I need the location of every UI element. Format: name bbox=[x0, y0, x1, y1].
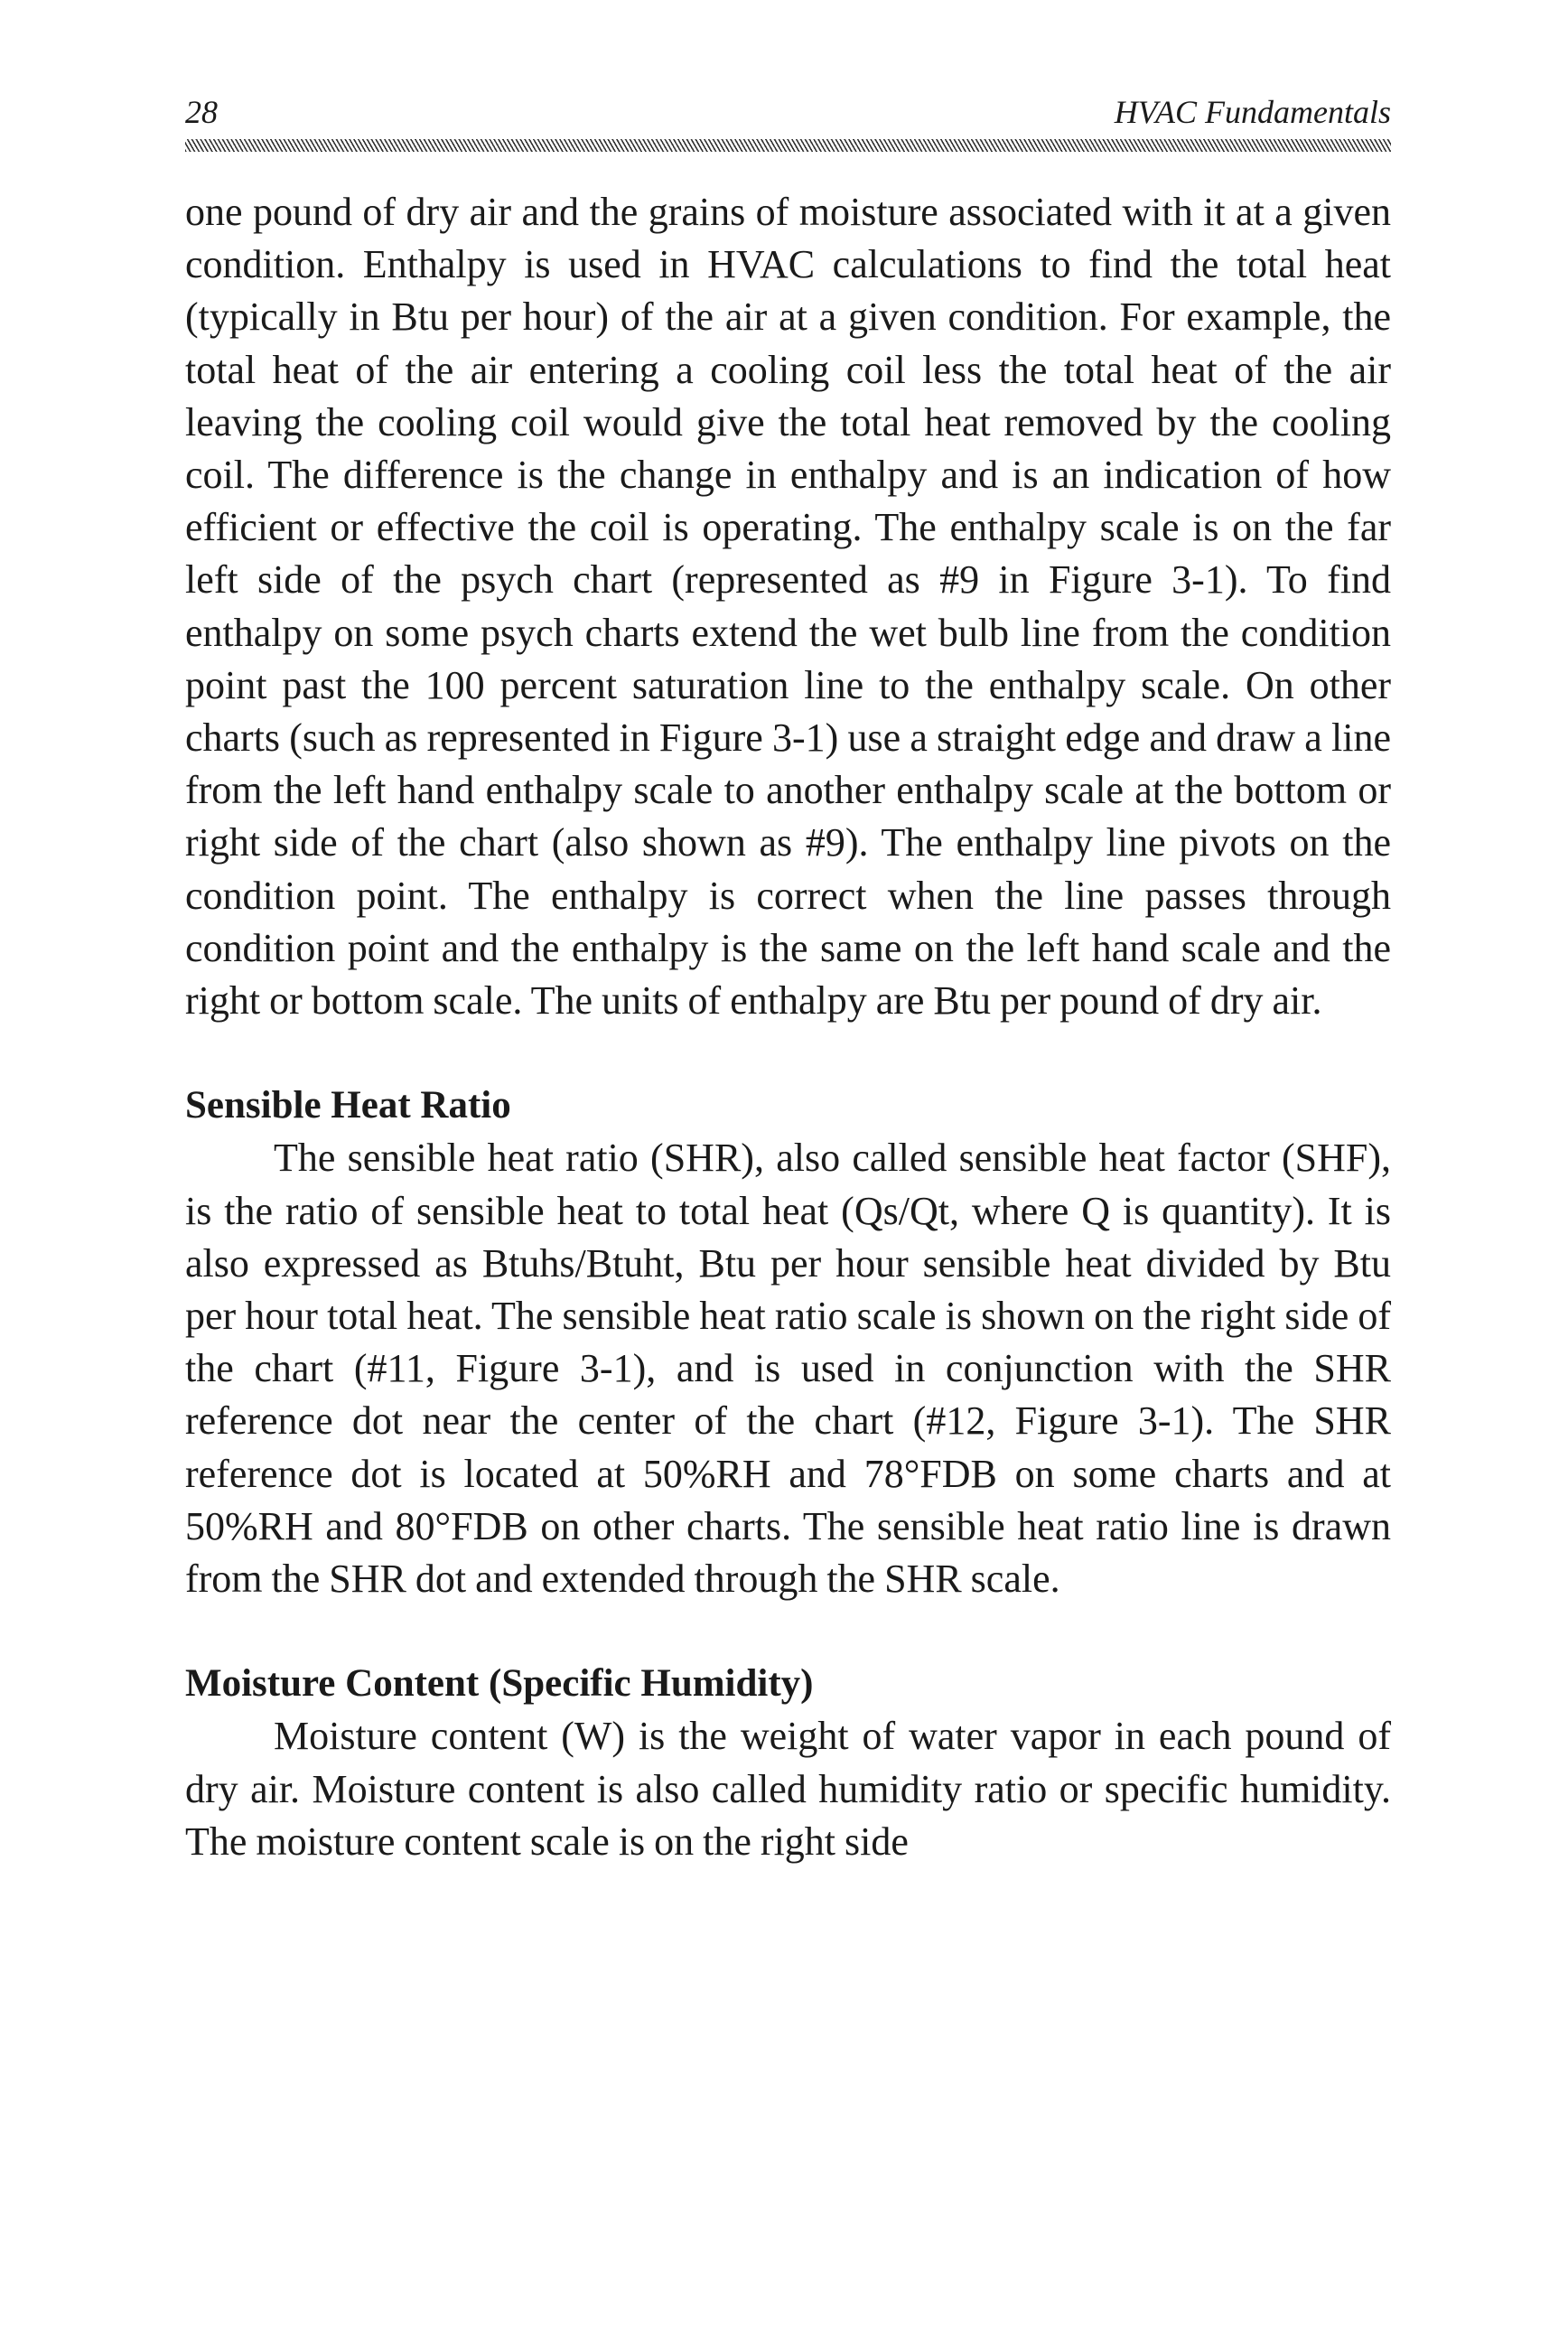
sensible-heat-ratio-paragraph: The sensible heat ratio (SHR), also called sensible heat factor (SHF), is the ratio of sensible heat to total heat (Qs/Qt, where Q is quantity). It is also expressed as Btuhs/Btuht, Btu per hour sensible heat divided by Btu per hour total heat. The sensible heat ratio scale is shown on the right side of the chart (#11, Figure 3-1), and is used in conjunction with the SHR reference dot near the center of the chart (#12, Figure 3-1). The SHR reference dot is located at 50%RH and 78°FDB on some charts and at 50%RH and 80°FDB on other charts. The sensible heat ratio line is drawn from the SHR dot and extended through the SHR scale. bbox=[185, 1136, 1391, 1602]
book-title: HVAC Fundamentals bbox=[1114, 94, 1391, 130]
enthalpy-paragraph: one pound of dry air and the grains of moisture associated with it at a given condition. Enthalpy is used in HVAC calculations to find the total heat (typically in Btu per hour) of the air at a given condition. For example, the total heat of the air entering a cooling coil less the total heat of the air leaving the cooling coil would give the total heat removed by the cooling coil. The difference is the change in enthalpy and is an indication of how efficient or effective the coil is operating. The enthalpy scale is on the far left side of the psych chart (represented as #9 in Figure 3-1). To find enthalpy on some psych charts extend the wet bulb line from the condition point past the 100 percent saturation line to the enthalpy scale. On other charts (such as represented in Figure 3-1) use a straight edge and draw a line from the left hand enthalpy scale to another enthalpy scale at the bottom or right side of the chart (also shown as #9). The enthalpy line pivots on the condition point. The enthalpy is correct when the line passes through condition point and the enthalpy is the same on the left hand scale and the right or bottom scale. The units of enthalpy are Btu per pound of dry air. bbox=[185, 190, 1391, 1024]
running-head bbox=[185, 90, 1391, 134]
book-page bbox=[185, 90, 1391, 1868]
section-heading-sensible-heat-ratio: Sensible Heat Ratio bbox=[185, 1084, 511, 1127]
page-number: 28 bbox=[185, 94, 218, 130]
page-content bbox=[185, 186, 1391, 1868]
section-heading-moisture-content: Moisture Content (Specific Humidity) bbox=[185, 1662, 814, 1706]
moisture-content-paragraph: Moisture content (W) is the weight of water vapor in each pound of dry air. Moisture content is also called humidity ratio or specific humidity. The moisture content scale is on the right side bbox=[185, 1714, 1391, 1864]
header-rule bbox=[185, 139, 1391, 152]
